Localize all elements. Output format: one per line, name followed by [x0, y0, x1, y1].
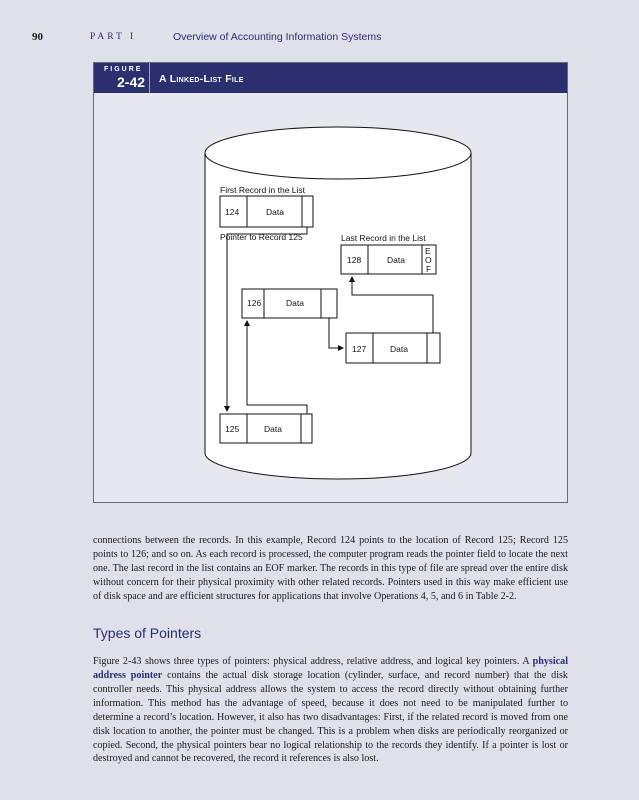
record-127 [346, 333, 440, 363]
record-124 [220, 196, 313, 227]
record-data: Data [390, 344, 408, 354]
record-id: 127 [352, 344, 367, 354]
record-126 [242, 289, 337, 318]
record-125 [220, 414, 312, 443]
record-data: Data [387, 255, 405, 265]
figure-number: 2-42 [117, 74, 146, 90]
eof-letter: E [425, 246, 431, 256]
part-title: Overview of Accounting Information Systems [173, 31, 382, 43]
term-physical-address-pointer: physical address pointer [93, 656, 568, 681]
last-record-label: Last Record in the List [341, 233, 426, 243]
eof-letter: O [425, 255, 432, 265]
linked-list-diagram [94, 63, 567, 502]
record-id: 124 [225, 207, 240, 217]
page-number: 90 [32, 31, 43, 43]
record-id: 125 [225, 424, 240, 434]
record-128 [341, 245, 436, 274]
paragraph-2-rest: contains the actual disk storage location (cylinder, surface, and record number) that the disk controller needs. This physical address allows the system to access the record directly without obtaining further information. This method has the advantage of speed, because it does not need to be manipulated further to determine a record’s location. However, it also has two disadvantages: First, if the related record is moved from one disk location to another, the pointer must be changed. This is a problem when disks are periodically reorganized or copied. Second, the physical pointers bear no logical relationship to the records they identify. If a pointer is lost or destroyed and cannot be recovered, the record it references is also lost. [93, 670, 568, 765]
paragraph-2 [93, 655, 568, 766]
figure-2-42 [93, 62, 568, 503]
body-paragraph-1 [93, 534, 568, 604]
eof-letter: F [426, 264, 432, 274]
record-id: 128 [347, 255, 362, 265]
page-header [0, 0, 639, 48]
record-data: Data [264, 424, 282, 434]
first-record-label: First Record in the List [220, 185, 306, 195]
part-label: PART I [90, 32, 137, 42]
figure-title: A Linked-List File [159, 73, 244, 85]
body-paragraph-2 [93, 645, 568, 776]
record-data: Data [286, 298, 304, 308]
section-heading: Types of Pointers [93, 625, 202, 641]
pointer-label: Pointer to Record 125 [220, 232, 303, 242]
record-id: 126 [247, 298, 262, 308]
figure-label-word: FIGURE [104, 66, 143, 73]
paragraph-2-start: Figure 2-43 shows three types of pointers: physical address, relative address, and logical key pointers. A [93, 656, 530, 668]
record-data: Data [266, 207, 284, 217]
paragraph-text: connections between the records. In this example, Record 124 points to the location of Record 125; Record 125 points to 126; and so on. As each record is processed, the computer program reads the pointer field to locate the next one. The last record in the list contains an EOF marker. The records in this type of file are spread over the entire disk without concern for their physical proximity with other related records. Pointers used in this way make efficient use of disk space and are efficient structures for applications that involve Operations 4, 5, and 6 in Table 2-2. [93, 535, 568, 602]
